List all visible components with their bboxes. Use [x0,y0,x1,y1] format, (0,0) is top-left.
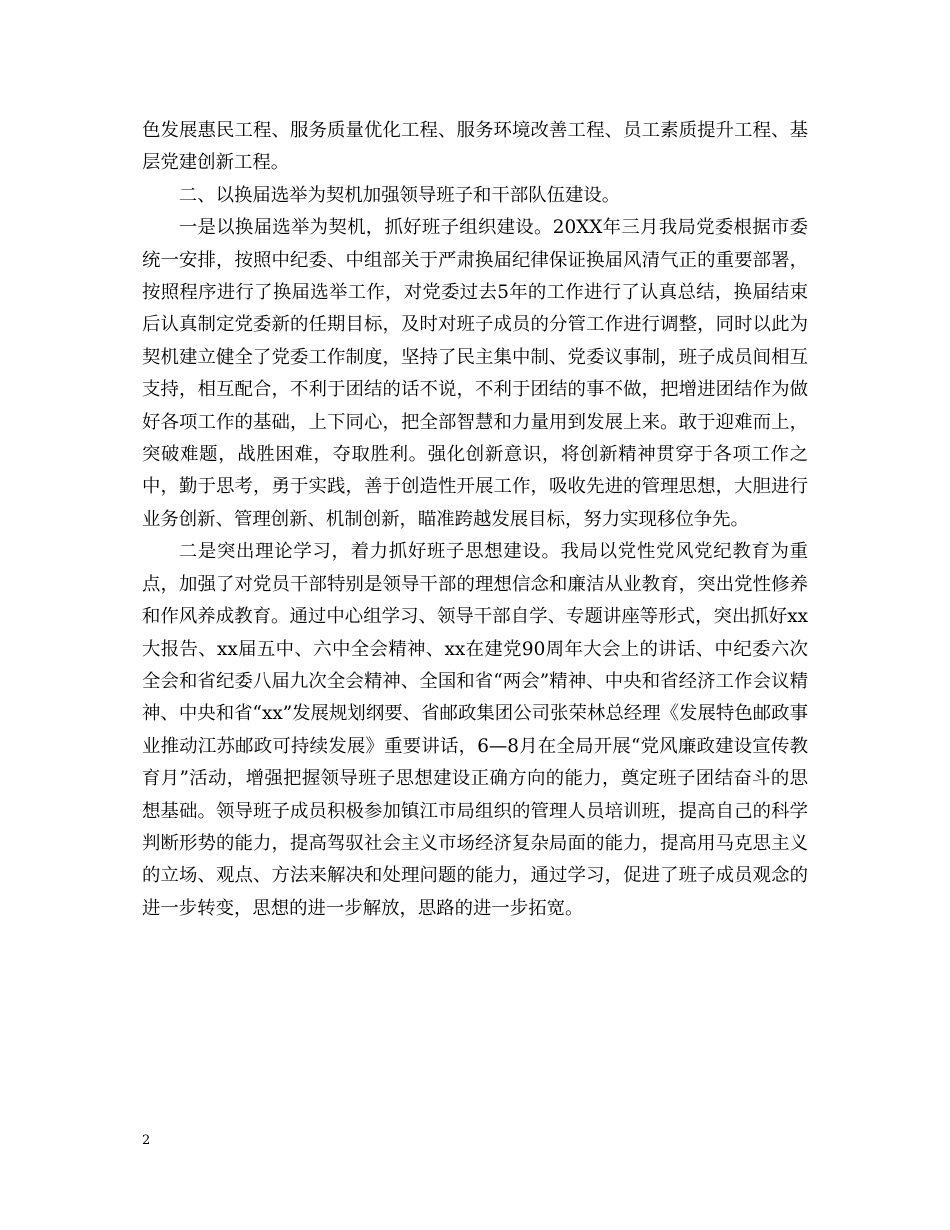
paragraph-organization-building: 一是以换届选举为契机，抓好班子组织建设。20XX年三月我局党委根据市委统一安排，按照中纪委、中组部关于严肃换届纪律保证换届风清气正的重要部署，按照程序进行了换届选举工作，对党委过去5年的工作进行了认真总结，换届结束后认真制定党委新的任期目标，及时对班子成员的分管工作进行调整，同时以此为契机建立健全了党委工作制度，坚持了民主集中制、党委议事制，班子成员间相互支持，相互配合，不利于团结的话不说，不利于团结的事不做，把增进团结作为做好各项工作的基础，上下同心，把全部智慧和力量用到发展上来。敢于迎难而上，突破难题，战胜困难，夺取胜利。强化创新意识，将创新精神贯穿于各项工作之中，勤于思考，勇于实践，善于创造性开展工作，吸收先进的管理思想，大胆进行业务创新、管理创新、机制创新，瞄准跨越发展目标，努力实现移位争先。 [142,217,808,530]
section-heading: 二、以换届选举为契机加强领导班子和干部队伍建设。 [178,184,621,206]
paragraph-ideological-building: 二是突出理论学习，着力抓好班子思想建设。我局以党性党风党纪教育为重点，加强了对党员干部特别是领导干部的理想信念和廉洁从业教育，突出党性修养和作风养成教育。通过中心组学习、领导干部自学、专题讲座等形式，突出抓好xx大报告、xx届五中、六中全会精神、xx在建党90周年大会上的讲话、中纪委六次全会和省纪委八届九次全会精神、全国和省“两会”精神、中央和省经济工作会议精神、中央和省“xx”发展规划纲要、省邮政集团公司张荣林总经理《发展特色邮政事业推动江苏邮政可持续发展》重要讲话，6—8月在全局开展“党风廉政建设宣传教育月”活动，增强把握领导班子思想建设正确方向的能力，奠定班子团结奋斗的思想基础。领导班子成员积极参加镇江市局组织的管理人员培训班，提高自己的科学判断形势的能力，提高驾驭社会主义市场经济复杂局面的能力，提高用马克思主义的立场、观点、方法来解决和处理问题的能力，通过学习，促进了班子成员观念的进一步转变，思想的进一步解放，思路的进一步拓宽。 [142,541,808,919]
page-number: 2 [142,1133,151,1148]
document-body [142,115,808,925]
paragraph-continuation: 色发展惠民工程、服务质量优化工程、服务环境改善工程、员工素质提升工程、基层党建创新工程。 [142,120,808,174]
